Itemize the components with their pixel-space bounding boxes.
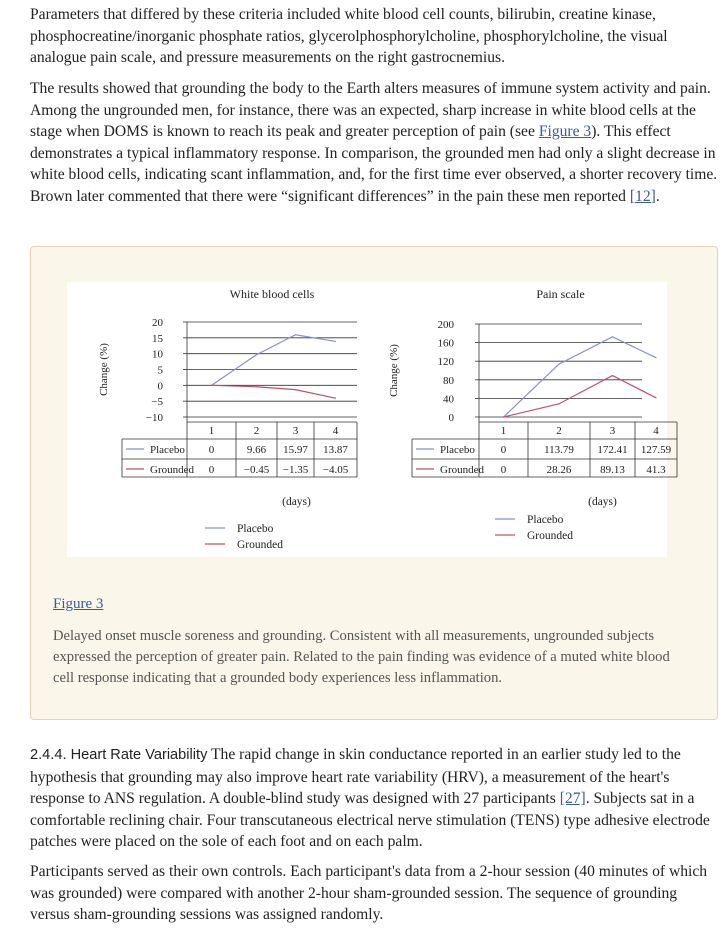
x-tick-label-wbc: 2 — [253, 425, 260, 437]
x-tick-label-pain: 2 — [556, 425, 562, 437]
y-tick-label-pain: 160 — [437, 337, 454, 350]
data-point-wbc-placebo — [335, 341, 336, 342]
data-label-wbc: 0 — [208, 444, 215, 456]
data-point-pain-placebo — [655, 357, 656, 358]
figure-3-link[interactable]: Figure 3 — [53, 596, 104, 612]
data-label-wbc: −1.35 — [282, 464, 309, 476]
y-tick-label-pain: 40 — [443, 393, 454, 406]
y-tick-label-pain: 0 — [448, 412, 454, 424]
legend-label-wbc-placebo: Placebo — [237, 523, 274, 535]
data-point-pain-placebo — [612, 336, 613, 337]
data-label-pain: 0 — [500, 444, 507, 456]
y-tick-label-pain: 80 — [443, 374, 454, 387]
figure-3-inline-link[interactable]: Figure 3 — [538, 123, 592, 140]
series-line-wbc-placebo — [212, 335, 336, 386]
paragraph-hrv-text-2: . Subjects sat in a comfortable reclining chair. Four transcutaneous electrical nerve stimulation (TENS) type adhesive electrode patches were placed on the sole of each foot and on each palm. — [30, 790, 710, 850]
series-line-pain-placebo — [504, 337, 657, 417]
paragraph-results-text-1: The results showed that grounding the body to the Earth alters measures of immune system activity and pain. Among the ungrounded men, for instance, there was an expected, sharp increase in white blood cells at the stage when DOMS is known to reach its peak and greater perception of pain (see — [30, 80, 711, 140]
y-tick-label-pain: 120 — [437, 356, 454, 369]
legend-label-wbc-grounded: Grounded — [237, 539, 283, 551]
data-label-pain: 113.79 — [544, 444, 574, 456]
y-tick-label-wbc: 5 — [157, 364, 163, 377]
figure-3-caption: Delayed onset muscle soreness and grounding. Consistent with all measurements, ungrounded subjects expressed the perception of greater pain. Related to the pain finding was evidence of a muted white blood cell response indicating that a grounded body experiences less inflammation. — [53, 628, 670, 686]
x-axis-label-wbc: (days) — [282, 496, 311, 508]
paragraph-hrv-text-1: The rapid change in skin conductance reported in an earlier study led to the hypothesis that grounding may also improve heart rate variability (HRV), a measurement of the heart's response to ANS regulation. A double-blind study was designed with 27 participants — [30, 746, 681, 807]
data-label-pain: 172.41 — [597, 444, 628, 456]
figure-3-box — [30, 246, 718, 720]
legend-label-pain-placebo: Placebo — [527, 514, 564, 526]
data-point-wbc-grounded — [256, 386, 257, 387]
data-label-wbc: 15.97 — [283, 444, 308, 456]
paragraph-criteria-text: Parameters that differed by these criteria included white blood cell counts, bilirubin, creatine kinase, phosphocreatine/inorganic phosphate ratios, glycerolphosphorylcholine, phosphorylcholine, the visual analogue pain scale, and pressure measurements on the right gastrocnemius. — [30, 6, 668, 66]
figure-3-svg — [67, 282, 672, 557]
y-axis-label-pain: Change (%) — [388, 344, 400, 397]
data-point-pain-grounded — [558, 403, 559, 404]
paragraph-criteria — [30, 4, 720, 69]
data-label-pain: 127.59 — [640, 444, 672, 456]
chart-white-blood-cells — [98, 287, 357, 551]
section-heading-hrv: 2.4.4. Heart Rate Variability — [30, 747, 208, 763]
data-label-pain: 28.26 — [546, 464, 572, 476]
data-point-wbc-placebo — [256, 354, 257, 355]
data-label-pain: 0 — [500, 464, 507, 476]
data-label-pain: 41.3 — [646, 464, 666, 476]
data-point-wbc-grounded — [335, 398, 336, 399]
data-point-pain-placebo — [558, 363, 559, 364]
x-tick-label-wbc: 4 — [332, 425, 339, 437]
y-tick-label-wbc: 0 — [157, 380, 163, 393]
series-line-pain-grounded — [504, 376, 657, 417]
legend-label-pain-grounded: Grounded — [527, 530, 573, 542]
y-tick-label-wbc: 20 — [152, 317, 163, 329]
data-point-wbc-placebo — [295, 334, 296, 335]
data-point-pain-grounded — [655, 397, 656, 398]
table-series-name-wbc: Grounded — [150, 464, 194, 476]
table-series-name-pain: Grounded — [440, 464, 484, 476]
data-point-wbc-grounded — [295, 389, 296, 390]
data-point-pain-grounded — [612, 375, 613, 376]
data-label-wbc: 0 — [208, 464, 215, 476]
paragraph-results-end: . — [655, 187, 660, 205]
y-tick-label-wbc: −10 — [145, 412, 163, 424]
y-tick-label-wbc: 15 — [152, 332, 163, 345]
paragraph-controls — [30, 861, 720, 926]
x-tick-label-pain: 3 — [609, 425, 616, 437]
x-tick-label-wbc: 3 — [292, 425, 299, 437]
reference-12-link[interactable]: [12] — [629, 187, 656, 205]
figure-3-image — [67, 282, 672, 557]
y-axis-label-wbc: Change (%) — [98, 343, 110, 396]
x-tick-label-pain: 1 — [500, 425, 507, 437]
chart-title-pain: Pain scale — [536, 287, 585, 301]
x-tick-label-pain: 4 — [653, 425, 659, 437]
data-label-wbc: −0.45 — [243, 464, 270, 476]
data-label-wbc: 9.66 — [246, 444, 267, 456]
data-point-wbc-grounded — [211, 385, 212, 386]
data-label-wbc: −4.05 — [322, 464, 349, 476]
paragraph-controls-text: Participants served as their own controls. Each participant's data from a 2-hour session (40 minutes of which was grounded) were compared with another 2-hour sham-grounded session. The sequence of grounding versus sham-grounding sessions was assigned randomly. — [30, 863, 708, 923]
paragraph-results — [30, 78, 720, 207]
data-point-pain-grounded — [503, 416, 504, 417]
data-label-wbc: 13.87 — [323, 444, 348, 456]
x-tick-label-wbc: 1 — [208, 425, 215, 437]
y-tick-label-pain: 200 — [437, 319, 454, 331]
series-line-wbc-grounded — [212, 385, 336, 398]
data-label-pain: 89.13 — [600, 464, 625, 476]
x-axis-label-pain: (days) — [588, 496, 617, 508]
y-tick-label-wbc: −5 — [151, 396, 163, 409]
table-series-name-pain: Placebo — [440, 444, 475, 456]
table-series-name-wbc: Placebo — [150, 444, 185, 456]
chart-pain-scale — [388, 287, 677, 542]
chart-title-wbc: White blood cells — [229, 287, 315, 301]
reference-27-link[interactable]: [27] — [559, 790, 586, 807]
paragraph-results-text-2: ). This effect demonstrates a typical inflammatory response. In comparison, the grounded men had only a slight decrease in white blood cells, indicating scant inflammation, and, for the first time ever observed, a shorter recovery time. Brown later commented that there were “significant differences” in the pain these men reported — [30, 123, 718, 205]
y-tick-label-wbc: 10 — [152, 348, 163, 361]
paragraph-hrv — [30, 744, 720, 853]
